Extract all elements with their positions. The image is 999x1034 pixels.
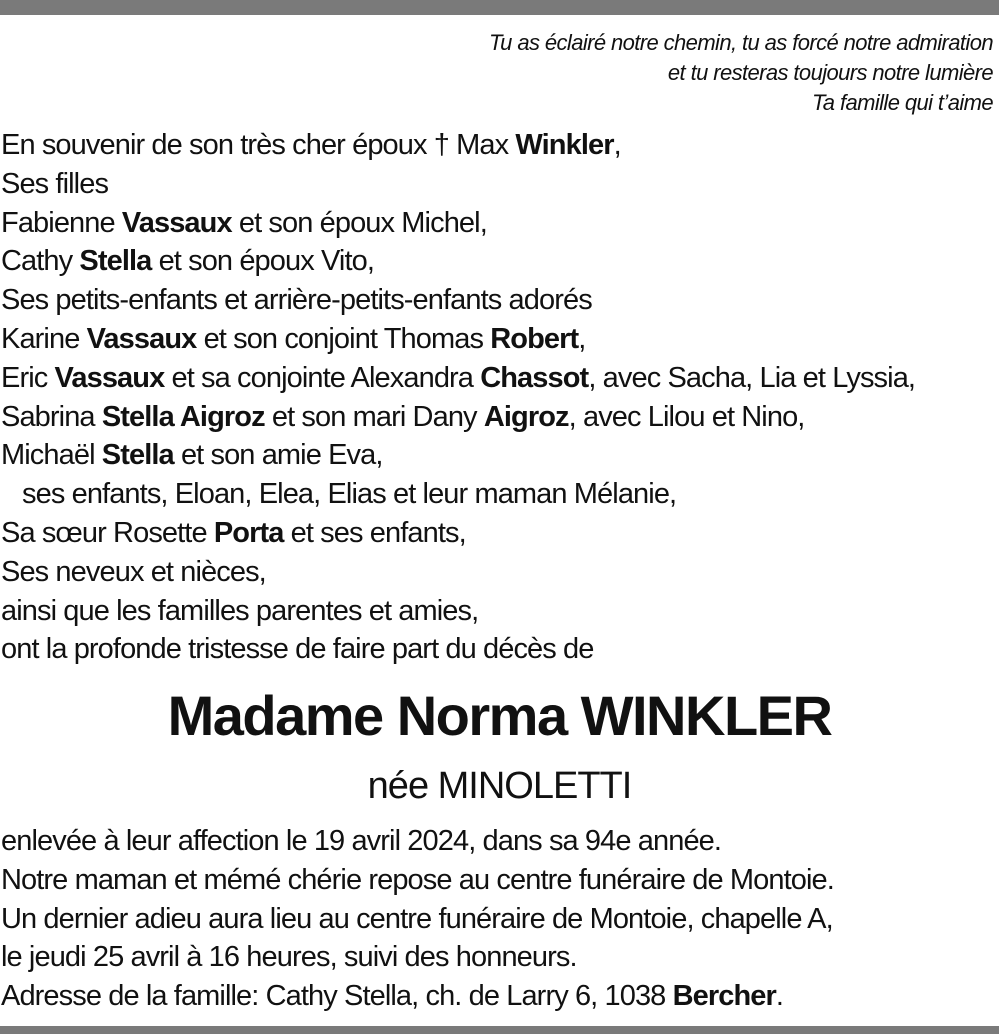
family-line: Sa sœur Rosette Porta et ses enfants, [1,516,466,549]
family-line: ainsi que les familles parentes et amies, [1,594,479,627]
closing-line: Notre maman et mémé chérie repose au centre funéraire de Montoie. [1,863,834,896]
family-line: Eric Vassaux et sa conjointe Alexandra Chassot, avec Sacha, Lia et Lyssia, [1,361,916,394]
closing-line: enlevée à leur affection le 19 avril 2024, dans sa 94e année. [1,825,722,857]
family-line: Ses petits-enfants et arrière-petits-enfants adorés [1,284,592,317]
family-line: ses enfants, Eloan, Elea, Elias et leur maman Mélanie, [22,478,677,511]
family-line: Ses filles [1,167,109,200]
epigraph [489,28,993,118]
maiden-name: née MINOLETTI [367,765,632,807]
family-line: ont la profonde tristesse de faire part du décès de [1,633,594,666]
epigraph-signature: Ta famille qui t’aime [811,90,993,115]
family-line: En souvenir de son très cher époux † Max Winkler, [1,129,621,161]
family-line: Karine Vassaux et son conjoint Thomas Robert, [1,322,586,355]
family-line: Ses neveux et nièces, [1,555,266,588]
family-line: Cathy Stella et son époux Vito, [1,245,374,278]
family-line: Michaël Stella et son amie Eva, [1,439,383,472]
epigraph-line: Tu as éclairé notre chemin, tu as forcé notre admiration [488,30,993,55]
family-line: Sabrina Stella Aigroz et son mari Dany Aigroz, avec Lilou et Nino, [1,400,805,433]
bottom-border [0,1026,999,1034]
family-list [1,126,991,669]
epigraph-line: et tu resteras toujours notre lumière [667,60,993,85]
top-border [0,0,999,15]
deceased-name: Madame Norma WINKLER [167,684,832,747]
closing-details [1,822,991,1016]
family-line: Fabienne Vassaux et son époux Michel, [1,206,487,239]
closing-line: Adresse de la famille: Cathy Stella, ch. de Larry 6, 1038 Bercher. [1,980,784,1013]
closing-line: Un dernier adieu aura lieu au centre funéraire de Montoie, chapelle A, [1,902,833,935]
closing-line: le jeudi 25 avril à 16 heures, suivi des honneurs. [1,941,577,974]
